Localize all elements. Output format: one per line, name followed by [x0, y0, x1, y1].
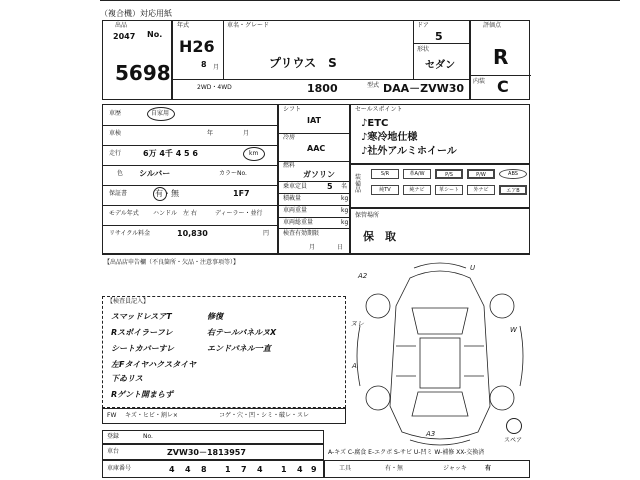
mileage-value: 6万 4千 4 5 6	[143, 149, 198, 158]
month-unit: 月	[213, 64, 220, 71]
note-line-6: Rゲント開まらず	[111, 390, 173, 399]
load-label: 積載量	[283, 195, 302, 202]
vin-digit-3: 8	[201, 465, 207, 474]
mark-w: W	[510, 326, 517, 334]
dealer-label: ディーラー・並行	[215, 210, 263, 217]
inspection-month-unit: 月	[243, 130, 250, 137]
warranty-value: 有・無	[155, 189, 179, 198]
vin-digit-2: 4	[185, 465, 191, 474]
inspection-label: 車検	[109, 130, 122, 137]
use-value: 自家用	[151, 110, 170, 117]
capacity-value: 5	[327, 182, 333, 191]
inspector-label: 【検査員記入】	[107, 298, 150, 305]
registration-row	[102, 430, 324, 444]
shift-value: IAT	[307, 116, 322, 125]
model-value: DAA－ZVW30	[383, 82, 465, 95]
handle-value: 左 右	[183, 210, 197, 217]
expiry-day-unit: 日	[337, 244, 344, 251]
glass-other: コゲ・穴・凹・シミ・破レ・スレ	[219, 412, 310, 419]
model-label: 型式	[367, 82, 380, 89]
warranty-circle	[153, 187, 167, 201]
note-right-2: 右テールパネルヌX	[207, 328, 277, 337]
sales-point-2: ♪寒冷地仕様	[361, 132, 418, 143]
ac-label: 冷房	[283, 134, 296, 141]
grade-score: R	[493, 45, 509, 69]
color-no-label: カラーNo.	[219, 170, 247, 177]
lot-no-label: No.	[147, 30, 163, 39]
grade-box	[470, 20, 530, 100]
load-unit: kg	[341, 195, 349, 202]
weight-label: 車両重量	[283, 207, 308, 214]
glass-row	[102, 408, 346, 424]
inspector-box	[102, 296, 346, 408]
door-value: 5	[435, 30, 443, 43]
equip-navi: 純ナビ	[403, 185, 431, 195]
note-line-1: スマッドレスアT	[111, 312, 172, 321]
equip-ext-navi: 外ナビ	[467, 185, 495, 195]
shape-value: セダン	[425, 60, 456, 71]
equip-ps: P/S	[435, 169, 463, 179]
header-text: （複合機）対応用紙	[100, 9, 172, 18]
recycle-unit: 円	[263, 230, 270, 237]
lot-small-number: 2047	[113, 32, 136, 41]
expiry-box	[278, 228, 350, 254]
equipment-box	[350, 164, 530, 208]
sales-point-1: ♪ETC	[361, 118, 389, 129]
vin-value: ZVW30－1813957	[167, 448, 246, 457]
interior-label: 内装	[473, 78, 486, 85]
mark-a3: A3	[426, 430, 436, 438]
reg-no: No.	[143, 433, 153, 440]
vin-digit-7: 1	[281, 465, 287, 474]
year-value: H26	[179, 37, 215, 56]
note-line-5: 下ゐリス	[111, 374, 143, 383]
use-label: 車歴	[109, 110, 122, 117]
car-info-box	[172, 20, 470, 100]
vin-digits-row	[102, 460, 324, 478]
year-label: 年式	[177, 22, 190, 29]
note-line-4: 左Fタイヤハクスタイヤ	[111, 360, 197, 369]
storage-box	[350, 208, 530, 254]
storage-value: 保 取	[363, 230, 396, 243]
mark-nure-left: ヌレ	[350, 320, 364, 328]
fw-value: キズ・ヒビ・割レ×	[125, 412, 178, 419]
equip-sr: S/R	[371, 169, 399, 179]
model-year-label: モデル年式	[109, 210, 139, 217]
tools-value: 有・無	[385, 465, 404, 472]
expiry-month-unit: 月	[309, 244, 316, 251]
note-right-3: エンドパネル一直	[207, 344, 271, 353]
door-label: ドア	[417, 22, 429, 29]
equipment-label: 装備品	[355, 174, 362, 195]
shape-label: 形状	[417, 46, 430, 53]
equip-kawa-aw: 革A/W	[403, 169, 431, 179]
tools-row	[324, 460, 530, 478]
drive-label: 2WD・4WD	[197, 84, 232, 91]
vin-digit-8: 4	[297, 465, 303, 474]
name-label: 車名・グレード	[227, 22, 270, 29]
vin-digit-4: 1	[225, 465, 231, 474]
sales-points-box	[350, 104, 530, 164]
mark-u: U	[470, 264, 476, 272]
fuel-label: 燃料	[283, 162, 296, 169]
shift-label: シフト	[283, 106, 302, 113]
vin-digit-1: 4	[169, 465, 175, 474]
lot-box	[102, 20, 172, 100]
equip-tv: 純TV	[371, 185, 399, 195]
jack-value: 有	[485, 465, 492, 472]
vin-digit-9: 9	[311, 465, 317, 474]
sales-point-3: ♪社外アルミホイール	[361, 146, 457, 157]
vin-label: 車台	[107, 448, 120, 455]
note-right-1: 修復	[207, 312, 223, 321]
displacement-value: 1800	[307, 82, 338, 95]
vin-digits-label: 車庫番号	[107, 465, 132, 472]
vin-digit-6: 4	[257, 465, 263, 474]
damage-legend: A-キズ C-腐食 E-エクボ S-サビ U-凹ミ W-補修 XX-交換済	[328, 449, 485, 456]
handle-label: ハンドル	[153, 210, 178, 217]
fuel-value: ガソリン	[303, 170, 335, 179]
vin-row	[102, 444, 324, 460]
mileage-unit: km	[249, 150, 259, 157]
warranty-label: 保証書	[109, 190, 128, 197]
recycle-label: リサイクル料金	[109, 230, 151, 237]
equip-abs: ABS	[499, 169, 527, 179]
color-label: 色	[117, 170, 124, 177]
spare-tire-icon	[506, 418, 522, 434]
expiry-label: 検査有効期限	[283, 230, 320, 237]
inspection-year-unit: 年	[207, 130, 214, 137]
car-damage-diagram	[350, 256, 530, 452]
note-line-2: Rスポイラーフレ	[111, 328, 173, 337]
mileage-label: 走行	[109, 150, 122, 157]
lot-small-label: 出品	[115, 22, 128, 29]
notes-header: 【出品店申告欄（不良箇所・欠品・注意事項等）】	[104, 259, 240, 266]
spare-label: スペア	[504, 437, 523, 444]
capacity-label: 乗車定員	[283, 183, 308, 190]
equip-leather-seat: 革シート	[435, 185, 463, 195]
mark-a: A	[352, 362, 357, 370]
color-code: 1F7	[233, 189, 250, 198]
reg-label: 登録	[107, 433, 120, 440]
mark-a2: A2	[358, 272, 368, 280]
month-value: 8	[201, 60, 207, 69]
color-value: シルバー	[139, 169, 171, 178]
header-line	[100, 0, 620, 1]
sales-points-label: セールスポイント	[355, 106, 403, 113]
recycle-value: 10,830	[177, 229, 208, 238]
interior-score: C	[497, 77, 509, 96]
ac-value: AAC	[307, 144, 326, 153]
tools-label: 工具	[339, 465, 352, 472]
equip-airbag: エアB	[499, 185, 527, 195]
grade-label: 評価点	[483, 22, 502, 29]
total-label: 車両総重量	[283, 219, 314, 226]
total-unit: kg	[341, 219, 349, 226]
capacity-unit: 名	[341, 183, 348, 190]
lot-number: 5698	[115, 61, 171, 85]
weight-unit: kg	[341, 207, 349, 214]
vin-digit-5: 7	[241, 465, 247, 474]
name-value: プリウス S	[269, 56, 337, 70]
equip-pw: P/W	[467, 169, 495, 179]
storage-label: 保管場所	[355, 212, 380, 219]
note-line-3: シートカバーすレ	[111, 344, 175, 353]
jack-label: ジャッキ	[443, 465, 467, 472]
details-box	[102, 104, 278, 254]
notes-rule	[102, 254, 530, 255]
fw-label: FW	[107, 412, 117, 419]
